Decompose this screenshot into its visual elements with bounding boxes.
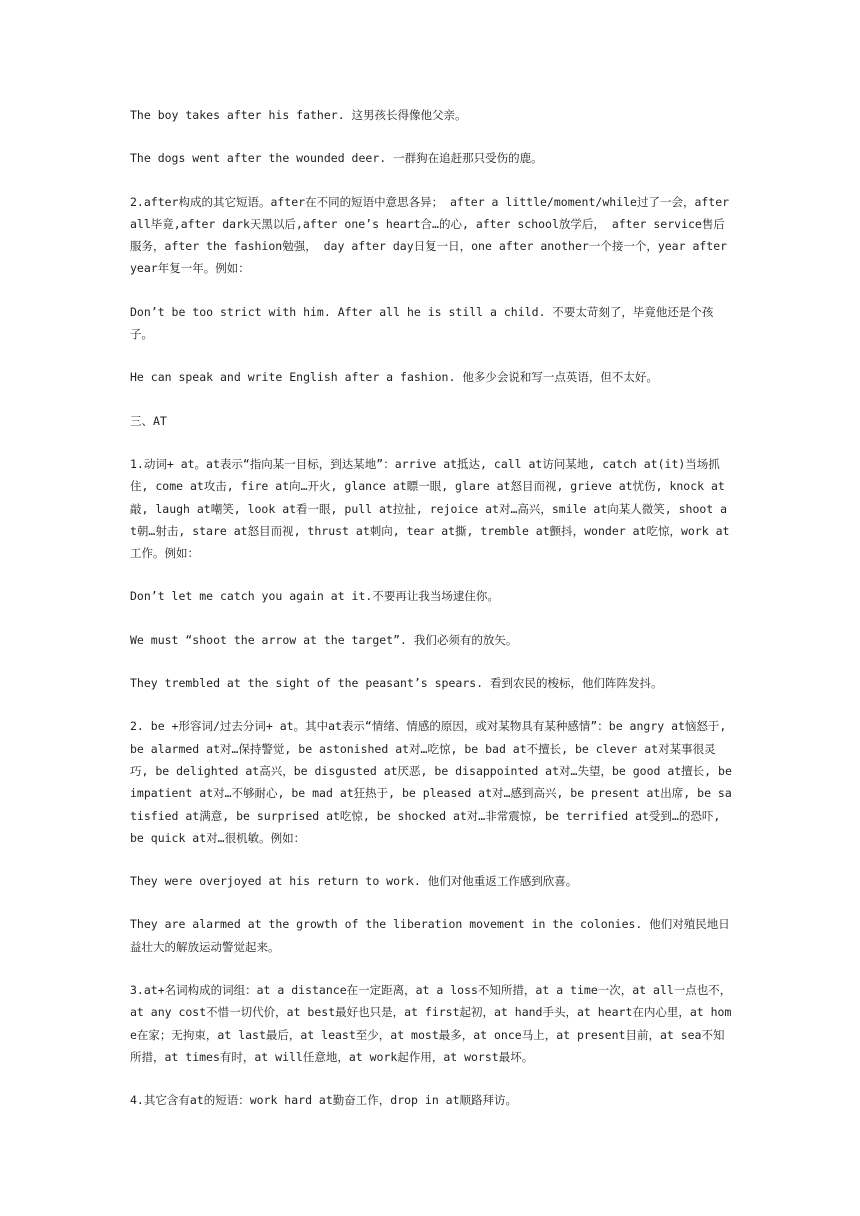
example-sentence: They were overjoyed at his return to work. 他们对他重返工作感到欣喜。 (130, 874, 578, 889)
example-sentence: They are alarmed at the growth of the liberation movement in the colonies. 他们对殖民地日益壮大的解放运动警觉起来。 (130, 917, 730, 954)
example-sentence: We must “shoot the arrow at the target”. 我们必须有的放矢。 (130, 632, 518, 647)
example-sentence: Don’t let me catch you again at it.不要再让我当场逮住你。 (130, 589, 499, 604)
document-body (130, 104, 739, 1133)
example-sentence: He can speak and write English after a fashion. 他多少会说和写一点英语，但不太好。 (130, 370, 658, 385)
example-sentence: Don’t be too strict with him. After all he is still a child. 不要太苛刻了，毕竟他还是个孩子。 (130, 304, 714, 342)
phrase-paragraph: 3.at+名词构成的词组：at a distance在一定距离，at a loss不知所措，at a time一次，at all一点也不，at any cost不惜一切代价，at best最好也只是，at first起初，at hand手头，at heart在内心里，at home在家；无拘束，at last最后，at least至少，at most最多，at once马上，at present目前，at sea不知所措，at times有时，at will任意地，at work起作用，at worst最坏。 (130, 983, 732, 1064)
example-sentence: The boy takes after his father. 这男孩长得像他父亲。 (130, 108, 467, 122)
example-sentence: They trembled at the sight of the peasant’s spears. 看到农民的梭标，他们阵阵发抖。 (130, 676, 663, 691)
phrase-paragraph: 4.其它含有at的短语：work hard at勤奋工作，drop in at顺路拜访。 (130, 1093, 518, 1108)
phrase-paragraph: 1.动词+ at。at表示“指向某一目标，到达某地”：arrive at抵达, call at访问某地, catch at(it)当场抓住, come at攻击, fire at向…开火, glance at瞟一眼, glare at怒目而视, grieve at忧伤, knock at敲, laugh at嘲笑, look at看一眼, pull at拉扯, rejoice at对…高兴，smile at向某人微笑, shoot at朝…射击, stare at怒目而视, thrust at刺向, tear at撕, tremble at颤抖，wonder at吃惊，work at工作。例如： (130, 456, 730, 561)
phrase-paragraph: 2.after构成的其它短语。after在不同的短语中意思各异； after a little/moment/while过了一会，after all毕竟,after dark天黑以后,after one’s heart合…的心, after school放学后， after service售后服务，after the fashion勉强， day after day日复一日，one after another一个接一个，year after year年复一年。例如： (130, 194, 736, 276)
phrase-paragraph: 2. be +形容词/过去分词+ at。其中at表示“情绪、情感的原因，或对某物具有某种感情”：be angry at恼怒于, be alarmed at对…保持警觉, be astonished at对…吃惊, be bad at不擅长, be clever at对某事很灵巧, be delighted at高兴，be disgusted at厌恶, be disappointed at对…失望，be good at擅长, be impatient at对…不够耐心, be mad at狂热于, be pleased at对…感到高兴, be present at出席, be satisfied at满意, be surprised at吃惊, be shocked at对…非常震惊, be terrified at受到…的恐吓, be quick at对…很机敏。例如： (130, 719, 739, 845)
example-sentence: The dogs went after the wounded deer. 一群狗在追赶那只受伤的鹿。 (130, 151, 543, 166)
section-heading: 三、AT (130, 413, 167, 428)
